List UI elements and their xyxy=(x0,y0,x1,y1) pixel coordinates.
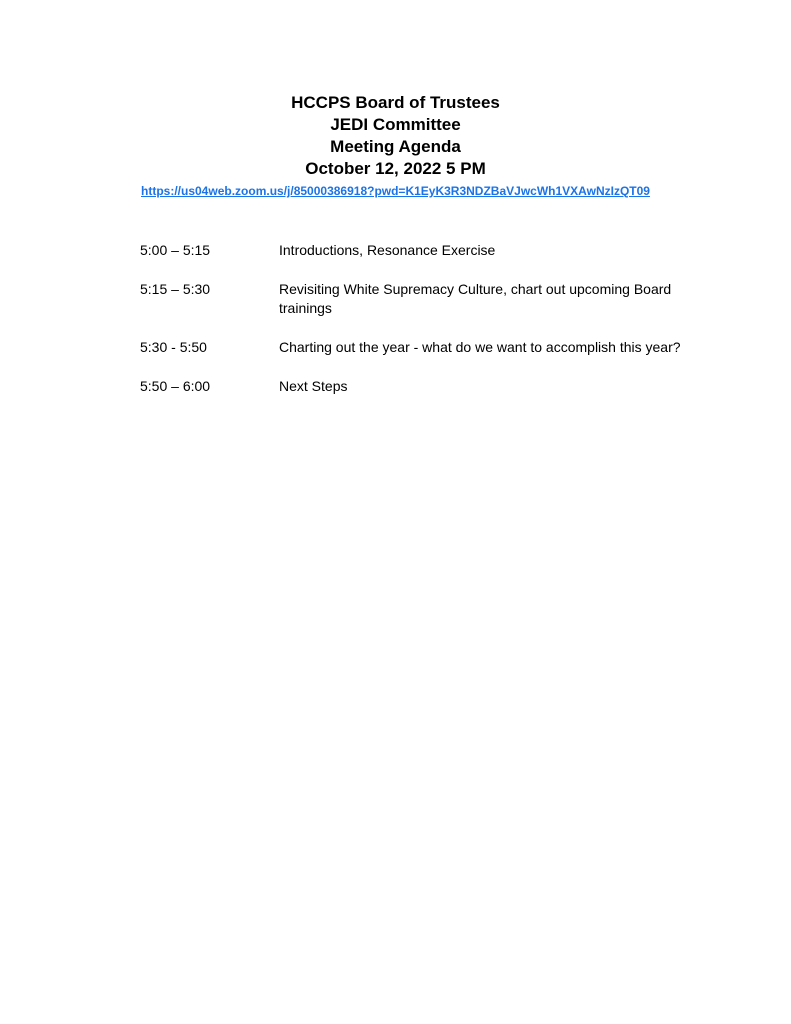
agenda-time: 5:15 – 5:30 xyxy=(140,281,211,297)
zoom-meeting-link[interactable]: https://us04web.zoom.us/j/85000386918?pwd=K1EyK3R3NDZBaVJwcWh1VXAwNzIzQT09 xyxy=(141,184,650,198)
agenda-row xyxy=(140,377,720,396)
document-header xyxy=(0,92,791,200)
agenda-time: 5:30 - 5:50 xyxy=(140,339,207,355)
agenda-time: 5:50 – 6:00 xyxy=(140,378,211,394)
agenda-item: Next Steps xyxy=(279,378,348,394)
agenda-row xyxy=(140,338,720,357)
board-title: HCCPS Board of Trustees xyxy=(291,93,500,112)
agenda-list xyxy=(140,241,720,396)
agenda-row xyxy=(140,280,720,318)
agenda-time: 5:00 – 5:15 xyxy=(140,242,211,258)
meeting-date: October 12, 2022 5 PM xyxy=(305,159,486,178)
agenda-item: Charting out the year - what do we want to accomplish this year? xyxy=(279,339,681,355)
committee-title: JEDI Committee xyxy=(330,115,461,134)
agenda-item: Introductions, Resonance Exercise xyxy=(279,242,496,258)
agenda-item: Revisiting White Supremacy Culture, chart out upcoming Board trainings xyxy=(279,281,672,316)
agenda-row xyxy=(140,241,720,260)
agenda-title: Meeting Agenda xyxy=(330,137,461,156)
